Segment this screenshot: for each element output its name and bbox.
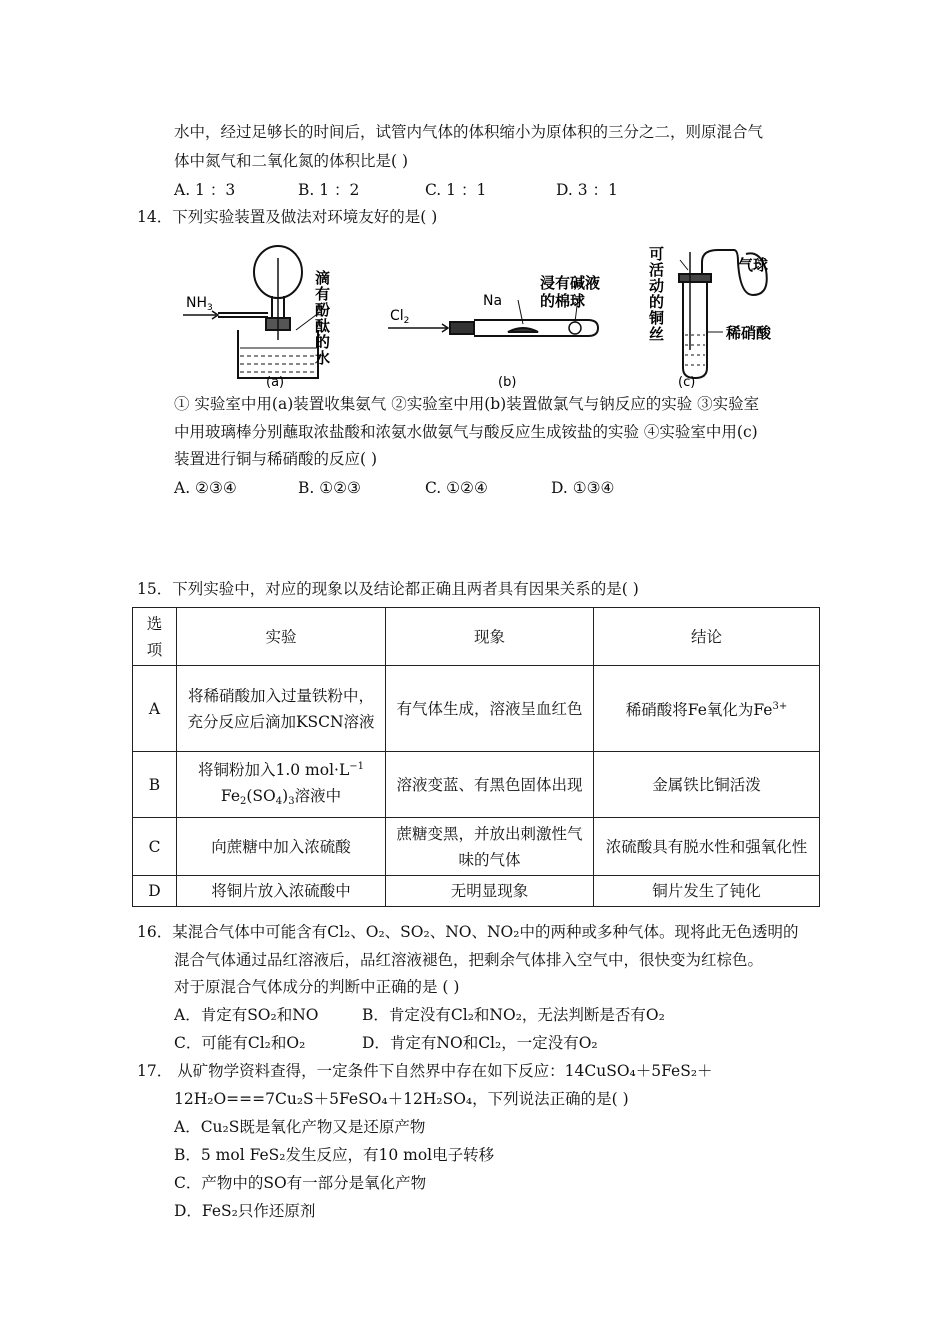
q14-apparatus-figure	[178, 240, 818, 390]
q14-stem: 14．下列实验装置及做法对环境友好的是( )	[137, 208, 438, 226]
q15-table	[132, 607, 820, 907]
q16-option-d: D．肯定有NO和Cl₂，一定没有O₂	[362, 1034, 598, 1052]
q14-desc-line2: 中用玻璃棒分别蘸取浓盐酸和浓氨水做氨气与酸反应生成铵盐的实验 ④实验室中用(c)	[174, 423, 758, 441]
q17-option-d: D．FeS₂只作还原剂	[174, 1202, 316, 1220]
label-nh3: $NH_3$	[186, 295, 213, 313]
apparatus-a	[183, 246, 320, 378]
row-a-phenomenon: 有气体生成，溶液呈血红色	[386, 666, 594, 752]
row-c-option: C	[133, 818, 177, 876]
row-b-experiment: 将铜粉加入1.0 $mol\cdot L^{-1}$ $Fe_2(SO_4)_3$溶液中	[177, 752, 386, 818]
table-header-row	[133, 608, 820, 666]
header-option: 选项	[133, 608, 177, 666]
q13-option-d: D. 3 ：1	[556, 181, 618, 199]
caption-a: (a)	[266, 375, 285, 390]
label-phenolphthalein-water	[313, 269, 331, 366]
q13-option-a: A. 1 ：3	[174, 181, 236, 199]
q13-option-c: C. 1 ：1	[425, 181, 487, 199]
label-alkali-cotton-1: 浸有碱液	[540, 274, 601, 292]
label-cl2: $Cl_2$	[390, 308, 410, 326]
caption-c: (c)	[678, 375, 696, 390]
caption-b: (b)	[498, 375, 517, 390]
row-c-experiment: 向蔗糖中加入浓硫酸	[177, 818, 386, 876]
q14-option-c: C. ①②④	[425, 479, 488, 497]
table-row	[133, 666, 820, 752]
q16-line3: 对于原混合气体成分的判断中正确的是 ( )	[174, 978, 460, 996]
label-movable-copper-wire	[647, 246, 665, 342]
label-na: Na	[483, 293, 503, 309]
q17-line1: 17． 从矿物学资料查得，一定条件下自然界中存在如下反应：14CuSO₄＋5FeS₂＋	[137, 1062, 713, 1080]
table-row	[133, 876, 820, 907]
header-phenomenon: 现象	[386, 608, 594, 666]
q17-line2: 12H₂O===7Cu₂S＋5FeSO₄＋12H₂SO₄，下列说法正确的是( )	[174, 1090, 629, 1108]
q14-desc-line3: 装置进行铜与稀硝酸的反应( )	[174, 450, 378, 468]
header-conclusion: 结论	[594, 608, 820, 666]
row-a-conclusion: 稀硝酸将Fe氧化为$Fe^{3+}$	[594, 666, 820, 752]
q16-option-b: B．肯定没有Cl₂和NO₂，无法判断是否有O₂	[362, 1006, 665, 1024]
label-alkali-cotton-2: 的棉球	[540, 292, 586, 310]
header-experiment: 实验	[177, 608, 386, 666]
q17-option-b: B．5 mol FeS₂发生反应，有10 mol电子转移	[174, 1146, 495, 1164]
q15-stem: 15．下列实验中，对应的现象以及结论都正确且两者具有因果关系的是( )	[137, 580, 639, 598]
table-row	[133, 752, 820, 818]
row-d-option: D	[133, 876, 177, 907]
label-dilute-nitric-acid: 稀硝酸	[726, 324, 772, 342]
q17-option-a: A．Cu₂S既是氧化产物又是还原产物	[174, 1118, 426, 1136]
q13-line1: 水中，经过足够长的时间后，试管内气体的体积缩小为原体积的三分之二，则原混合气	[174, 123, 764, 141]
q14-option-d: D. ①③④	[551, 479, 615, 497]
svg-text:可活动的铜丝: 可活动的铜丝	[647, 246, 665, 342]
table-row	[133, 818, 820, 876]
row-b-phenomenon: 溶液变蓝、有黑色固体出现	[386, 752, 594, 818]
q14-option-b: B. ①②③	[298, 479, 361, 497]
row-b-option: B	[133, 752, 177, 818]
q16-line2: 混合气体通过品红溶液后，品红溶液褪色，把剩余气体排入空气中，很快变为红棕色。	[174, 951, 764, 969]
row-d-experiment: 将铜片放入浓硫酸中	[177, 876, 386, 907]
q14-option-a: A. ②③④	[174, 479, 237, 497]
svg-text:滴有酚酞的水: 滴有酚酞的水	[313, 270, 331, 366]
q16-line1: 16．某混合气体中可能含有Cl₂、O₂、SO₂、NO、NO₂中的两种或多种气体。现将此无色透明的	[137, 923, 799, 941]
label-balloon: 气球	[738, 256, 769, 274]
row-c-phenomenon: 蔗糖变黑，并放出刺激性气味的气体	[386, 818, 594, 876]
row-b-conclusion: 金属铁比铜活泼	[594, 752, 820, 818]
q17-option-c: C．产物中的SO有一部分是氧化产物	[174, 1174, 427, 1192]
row-d-conclusion: 铜片发生了钝化	[594, 876, 820, 907]
row-a-option: A	[133, 666, 177, 752]
row-d-phenomenon: 无明显现象	[386, 876, 594, 907]
row-a-experiment: 将稀硝酸加入过量铁粉中，充分反应后滴加KSCN溶液	[177, 666, 386, 752]
q13-line2: 体中氮气和二氧化氮的体积比是( )	[174, 152, 409, 170]
q14-desc-line1: ① 实验室中用(a)装置收集氨气 ②实验室中用(b)装置做氯气与钠反应的实验 ③实验室	[174, 395, 760, 413]
q16-option-c: C．可能有Cl₂和O₂	[174, 1034, 306, 1052]
q16-option-a: A．肯定有SO₂和NO	[174, 1006, 319, 1024]
q13-option-b: B. 1 ：2	[298, 181, 360, 199]
row-c-conclusion: 浓硫酸具有脱水性和强氧化性	[594, 818, 820, 876]
